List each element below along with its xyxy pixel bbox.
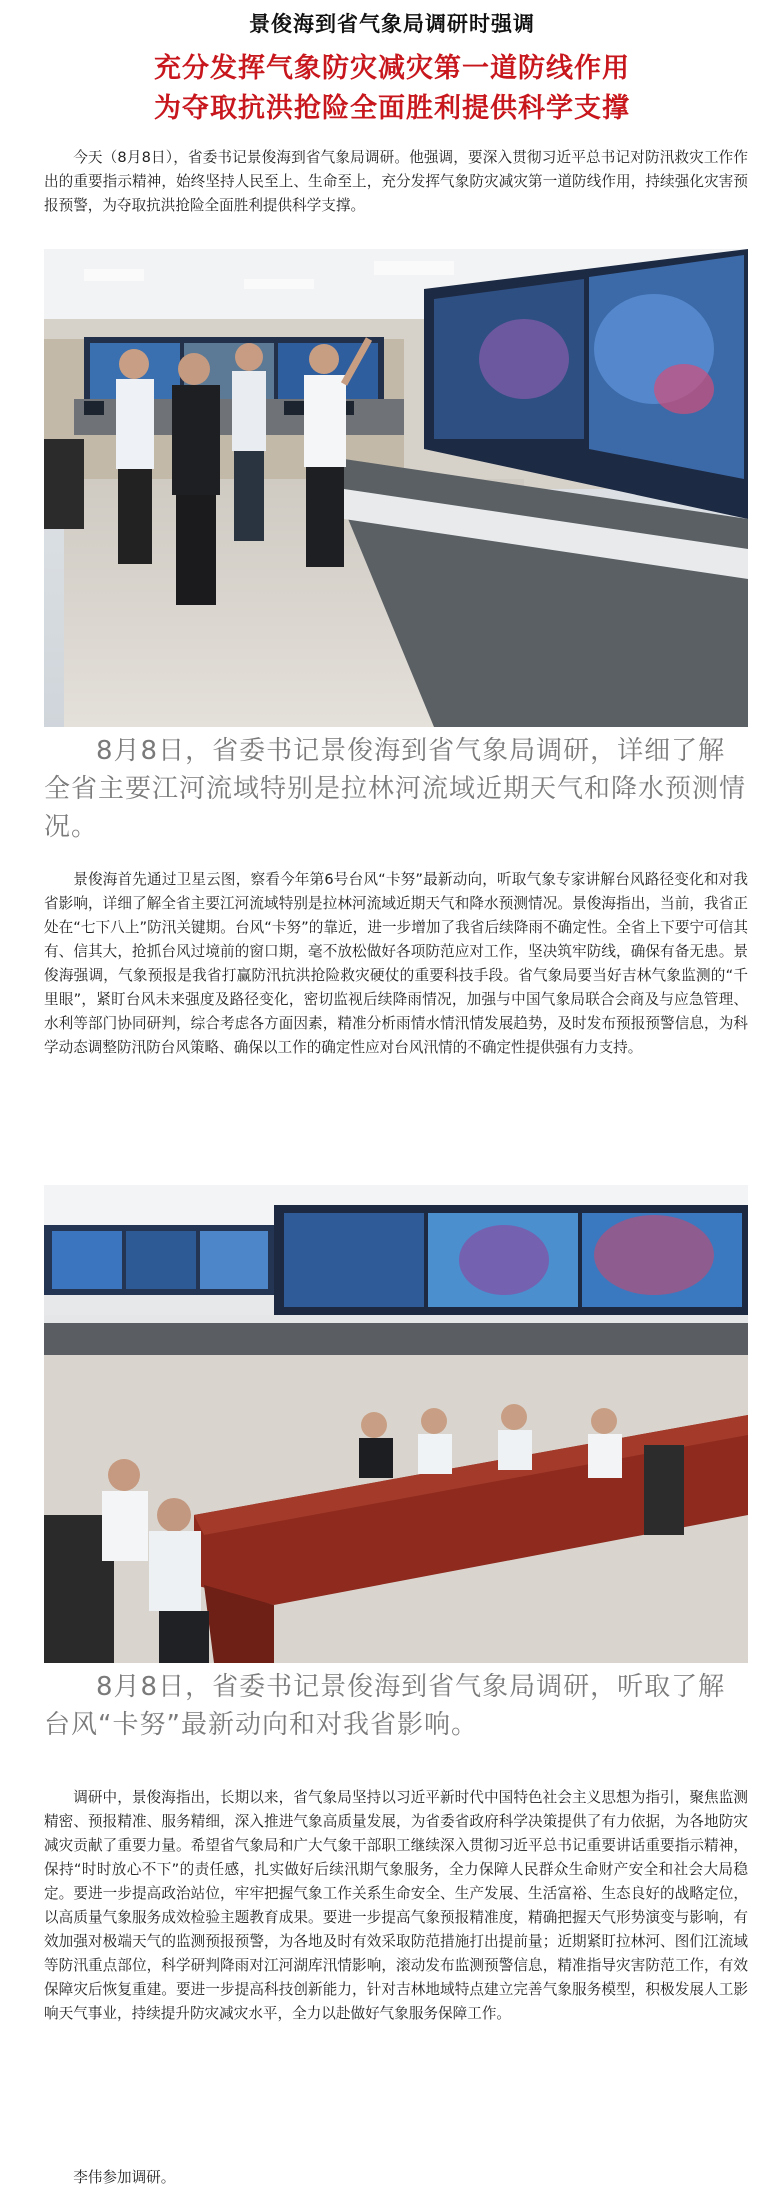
paragraph-attendee: 李伟参加调研。 bbox=[73, 2169, 176, 2186]
photo-monitoring-room bbox=[44, 249, 748, 727]
paragraph-typhoon-briefing: 景俊海首先通过卫星云图，察看今年第6号台风“卡努”最新动向，听取气象专家讲解台风路径变化和对我省影响，详细了解全省主要江河流域特别是拉林河流域近期天气和降水预测情况。景俊海指出，当前，我省正处在“七下八上”防汛关键期。台风“卡努”的靠近，进一步增加了我省后续降雨不确定性。全省上下要宁可信其有、信其大，抢抓台风过境前的窗口期，毫不放松做好各项防范应对工作，坚决筑牢防线，确保有备无患。景俊海强调，气象预报是我省打赢防汛抗洪抢险救灾硬仗的重要科技手段。省气象局要当好吉林气象监测的“千里眼”，紧盯台风未来强度及路径变化，密切监视后续降雨情况，加强与中国气象局联合会商及与应急管理、水利等部门协同研判，综合考虑各方面因素，精准分析雨情水情汛情发展趋势，及时发布预报预警信息，为科学动态调整防汛防台风策略、确保以工作的确定性应对台风汛情的不确定性提供强有力支持。 bbox=[44, 871, 748, 1056]
paragraph-intro: 今天（8月8日），省委书记景俊海到省气象局调研。他强调，要深入贯彻习近平总书记对防汛救灾工作作出的重要指示精神，始终坚持人民至上、生命至上，充分发挥气象防灾减灾第一道防线作用，持续强化灾害预报预警，为夺取抗洪抢险全面胜利提供科学支撑。 bbox=[44, 149, 748, 214]
paragraph-instructions: 调研中，景俊海指出，长期以来，省气象局坚持以习近平新时代中国特色社会主义思想为指引，聚焦监测精密、预报精准、服务精细，深入推进气象高质量发展，为省委省政府科学决策提供了有力依据，为各地防灾减灾贡献了重要力量。希望省气象局和广大气象干部职工继续深入贯彻习近平总书记重要讲话重要指示精神，保持“时时放心不下”的责任感，扎实做好后续汛期气象服务，全力保障人民群众生命财产安全和社会大局稳定。要进一步提高政治站位，牢牢把握气象工作关系生命安全、生产发展、生活富裕、生态良好的战略定位，以高质量气象服务成效检验主题教育成果。要进一步提高气象预报精准度，精确把握天气形势演变与影响，有效加强对极端天气的监测预报预警，为各地及时有效采取防范措施打出提前量；近期紧盯拉林河、图们江流域等防汛重点部位，科学研判降雨对江河湖库汛情影响，滚动发布监测预警信息，精准指导灾害防范工作，有效保障灾后恢复重建。要进一步提高科技创新能力，针对吉林地域特点建立完善气象服务模型，积极发展人工影响天气事业，持续提升防灾减灾水平，全力以赴做好气象服务保障工作。 bbox=[44, 1789, 748, 2022]
caption-photo-2: 8月8日，省委书记景俊海到省气象局调研，听取了解台风“卡努”最新动向和对我省影响。 bbox=[44, 1672, 726, 1740]
photo-meeting-table bbox=[44, 1185, 748, 1663]
caption-photo-1: 8月8日，省委书记景俊海到省气象局调研，详细了解全省主要江河流域特别是拉林河流域近期天气和降水预测情况。 bbox=[44, 736, 747, 842]
headline-line-1: 充分发挥气象防灾减灾第一道防线作用 bbox=[154, 53, 630, 84]
headline-line-2: 为夺取抗洪抢险全面胜利提供科学支撑 bbox=[154, 93, 630, 124]
article-kicker: 景俊海到省气象局调研时强调 bbox=[249, 11, 535, 36]
